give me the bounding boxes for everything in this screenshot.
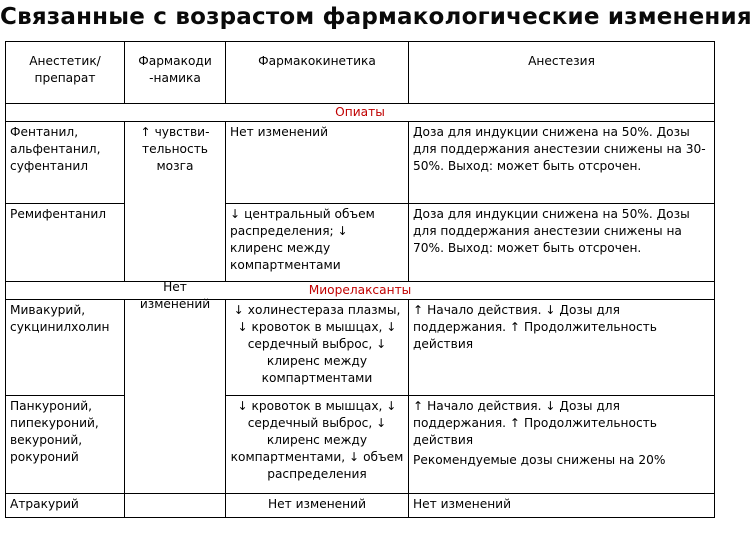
kinetics-cell: ↓ холинестераза плазмы, ↓ кровоток в мышцах, ↓ сердечный выброс, ↓ клиренс между компартментами xyxy=(226,300,409,396)
kinetics-cell: Нет изменений xyxy=(226,494,409,518)
section-row-relaxants xyxy=(6,282,715,300)
header-anesthesia: Анестезия xyxy=(409,42,715,104)
anesthesia-cell xyxy=(409,396,715,494)
table-row xyxy=(6,204,715,282)
anesthesia-cell: Доза для индукции снижена на 50%. Дозы для поддержания анестезии снижены на 70%. Выход: может быть отсрочен. xyxy=(409,204,715,282)
table-row xyxy=(6,494,715,518)
table-row xyxy=(6,300,715,396)
dynamics-cell: ↑ чувстви- тельность мозга xyxy=(125,122,226,282)
section-label-relaxants: Миорелаксанты xyxy=(6,282,715,300)
header-pharmacodynamics: Фармакоди -намика xyxy=(125,42,226,104)
anesthesia-cell: Доза для индукции снижена на 50%. Дозы для поддержания анестезии снижены на 30-50%. Выход: может быть отсрочен. xyxy=(409,122,715,204)
anesthesia-cell: Нет изменений xyxy=(409,494,715,518)
kinetics-cell: ↓ центральный объем распределения; ↓ клиренс между компартментами xyxy=(226,204,409,282)
header-anesthetic: Анестетик/ препарат xyxy=(6,42,125,104)
dynamics-cell-empty xyxy=(125,494,226,518)
page-title: Связанные с возрастом фармакологические изменения xyxy=(0,4,752,30)
drug-cell: Фентанил, альфентанил, суфентанил xyxy=(6,122,125,204)
section-row-opioids xyxy=(6,104,715,122)
kinetics-cell: Нет изменений xyxy=(226,122,409,204)
table-header-row xyxy=(6,42,715,104)
anesthesia-text: ↑ Начало действия. ↓ Дозы для поддержания. ↑ Продолжительность действия xyxy=(413,399,657,447)
dynamics-text: Нет изменений xyxy=(139,279,211,311)
drug-cell: Ремифентанил xyxy=(6,204,125,282)
pharmacology-table xyxy=(5,41,715,518)
header-pharmacokinetics: Фармакокинетика xyxy=(226,42,409,104)
anesthesia-dose-note: Рекомендуемые дозы снижены на 20% xyxy=(413,453,666,467)
kinetics-cell: ↓ кровоток в мышцах, ↓ сердечный выброс, ↓ клиренс между компартментами, ↓ объем распределения xyxy=(226,396,409,494)
drug-cell: Мивакурий, сукцинилхолин xyxy=(6,300,125,396)
section-label-opioids: Опиаты xyxy=(6,104,715,122)
drug-cell: Атракурий xyxy=(6,494,125,518)
dynamics-cell xyxy=(125,279,226,494)
anesthesia-cell: ↑ Начало действия. ↓ Дозы для поддержания. ↑ Продолжительность действия xyxy=(409,300,715,396)
table-row xyxy=(6,396,715,494)
drug-cell: Панкуроний, пипекуроний, векуроний, рокуроний xyxy=(6,396,125,494)
table-row xyxy=(6,122,715,204)
